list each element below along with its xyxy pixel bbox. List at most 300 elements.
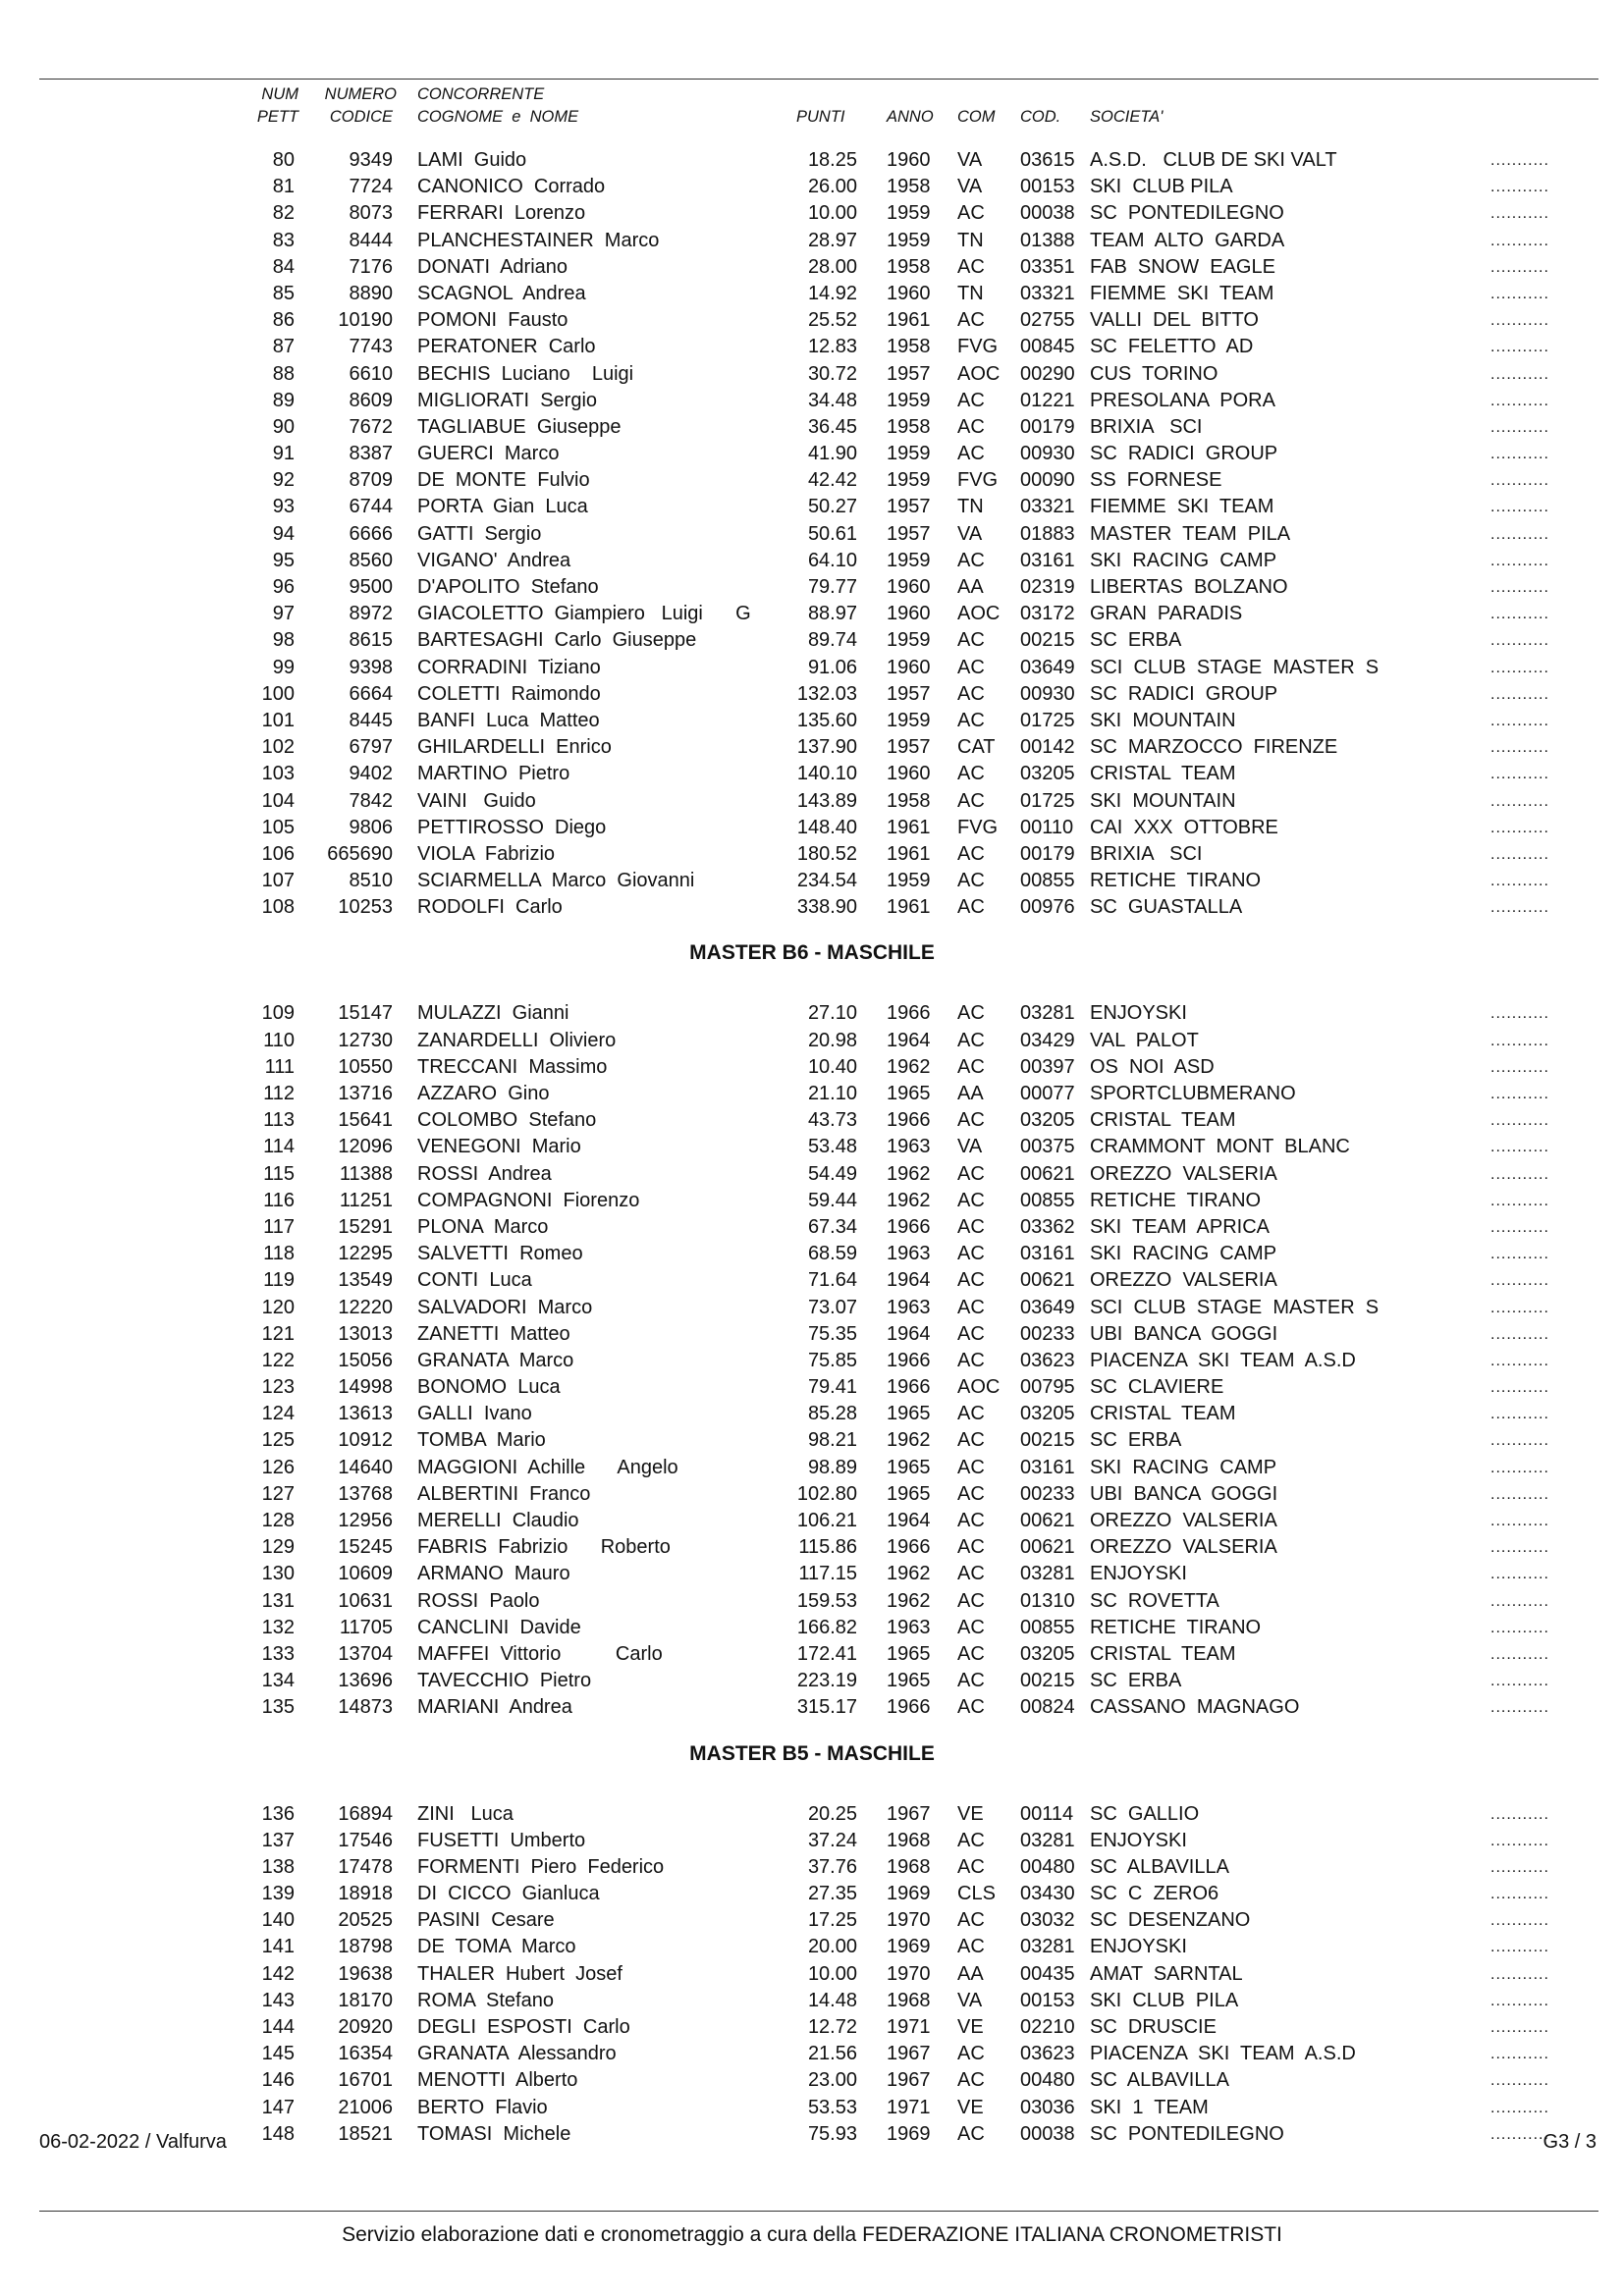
points: 115.86 — [798, 1536, 857, 1559]
club-code: 00110 — [1020, 816, 1074, 838]
club-code: 03429 — [1020, 1029, 1075, 1051]
club-code: 00142 — [1020, 736, 1075, 759]
committee: AC — [957, 1589, 985, 1612]
birth-year: 1957 — [887, 496, 931, 518]
table-row — [0, 307, 1624, 334]
dots-placeholder: ........... — [1490, 632, 1549, 650]
section-heading — [0, 1722, 1624, 1801]
club-name: SCI CLUB STAGE MASTER S — [1090, 1296, 1380, 1318]
club-code: 01883 — [1020, 522, 1075, 545]
committee: AC — [957, 1002, 985, 1025]
athlete-name: TRECCANI Massimo — [417, 1055, 608, 1078]
header-com: COM — [957, 108, 996, 126]
athlete-name: AZZARO Gino — [417, 1083, 550, 1104]
bib-number: 125 — [261, 1429, 295, 1452]
athlete-code: 13613 — [338, 1403, 393, 1425]
bib-number: 145 — [261, 2043, 295, 2065]
birth-year: 1965 — [887, 1482, 931, 1505]
points: 21.10 — [807, 1083, 857, 1104]
table-row — [0, 1134, 1624, 1160]
table-row — [0, 2067, 1624, 2094]
dots-placeholder: ........... — [1490, 766, 1549, 783]
table-row — [0, 788, 1624, 815]
committee: FVG — [957, 816, 999, 838]
club-code: 00153 — [1020, 176, 1075, 198]
birth-year: 1970 — [887, 1909, 931, 1932]
committee: AC — [957, 2043, 985, 2065]
birth-year: 1966 — [887, 1002, 931, 1025]
athlete-name: GHILARDELLI Enrico — [417, 736, 612, 759]
dots-placeholder: ........... — [1490, 712, 1549, 729]
athlete-code: 13549 — [338, 1269, 393, 1292]
committee: AC — [957, 1909, 985, 1932]
committee: AC — [957, 656, 985, 678]
dots-placeholder: ........... — [1490, 2072, 1549, 2090]
committee: AC — [957, 1162, 985, 1185]
points: 10.00 — [807, 202, 857, 225]
athlete-name: PERATONER Carlo — [417, 336, 596, 358]
points: 43.73 — [807, 1109, 857, 1132]
committee: AC — [957, 1536, 985, 1559]
dots-placeholder: ........... — [1490, 659, 1549, 676]
committee: AC — [957, 1215, 985, 1238]
athlete-code: 9398 — [349, 656, 393, 678]
bib-number: 93 — [272, 496, 295, 518]
athlete-name: CORRADINI Tiziano — [417, 656, 601, 678]
club-code: 00824 — [1020, 1696, 1075, 1719]
club-code: 00976 — [1020, 896, 1075, 919]
club-code: 03649 — [1020, 656, 1075, 678]
club-name: SC PONTEDILEGNO — [1090, 2122, 1284, 2145]
dots-placeholder: ........... — [1490, 1992, 1549, 2009]
athlete-code: 9349 — [349, 149, 393, 171]
points: 34.48 — [807, 389, 857, 411]
athlete-name: LAMI Guido — [417, 149, 527, 171]
club-name: SKI MOUNTAIN — [1090, 789, 1236, 812]
athlete-code: 11388 — [339, 1162, 393, 1185]
table-row — [0, 147, 1624, 174]
athlete-name: FABRIS Fabrizio Roberto — [417, 1536, 671, 1559]
bib-number: 80 — [272, 149, 295, 171]
club-name: CASSANO MAGNAGO — [1090, 1696, 1300, 1719]
footer-service-credit: Servizio elaborazione dati e cronometraggio a cura della FEDERAZIONE ITALIANA CRONOMETRISTI — [342, 2223, 1282, 2246]
club-name: UBI BANCA GOGGI — [1090, 1322, 1278, 1345]
club-code: 00621 — [1020, 1536, 1075, 1559]
club-code: 00215 — [1020, 1429, 1075, 1452]
athlete-name: COMPAGNONI Fiorenzo — [417, 1189, 640, 1211]
birth-year: 1961 — [887, 896, 931, 919]
bib-number: 136 — [261, 1802, 295, 1825]
points: 20.98 — [807, 1029, 857, 1051]
points: 25.52 — [807, 309, 857, 332]
club-name: SKI MOUNTAIN — [1090, 709, 1236, 731]
athlete-code: 7842 — [349, 789, 393, 812]
points: 12.72 — [807, 2016, 857, 2038]
dots-placeholder: ........... — [1490, 312, 1549, 330]
points: 67.34 — [807, 1215, 857, 1238]
club-name: SC ERBA — [1090, 1670, 1182, 1692]
club-name: SC FELETTO AD — [1090, 336, 1254, 358]
birth-year: 1959 — [887, 229, 931, 251]
birth-year: 1960 — [887, 656, 931, 678]
points: 75.35 — [807, 1322, 857, 1345]
header-num-line2: PETT — [256, 108, 298, 126]
birth-year: 1959 — [887, 443, 931, 465]
points: 20.00 — [807, 1936, 857, 1958]
points: 140.10 — [796, 763, 857, 785]
club-code: 00621 — [1020, 1162, 1075, 1185]
birth-year: 1962 — [887, 1429, 931, 1452]
athlete-name: TOMASI Michele — [417, 2122, 571, 2145]
bib-number: 102 — [261, 736, 295, 759]
table-row — [0, 1455, 1624, 1481]
athlete-code: 15056 — [338, 1349, 393, 1371]
club-code: 01388 — [1020, 229, 1075, 251]
committee: AC — [957, 1189, 985, 1211]
dots-placeholder: ........... — [1490, 446, 1549, 463]
athlete-code: 7724 — [349, 176, 393, 198]
dots-placeholder: ........... — [1490, 819, 1549, 836]
club-code: 03032 — [1020, 1909, 1075, 1932]
bib-number: 112 — [263, 1083, 295, 1104]
bib-number: 111 — [264, 1055, 295, 1078]
dots-placeholder: ........... — [1490, 1058, 1549, 1076]
club-name: OREZZO VALSERIA — [1090, 1536, 1277, 1559]
committee: AC — [957, 549, 985, 571]
dots-placeholder: ........... — [1490, 152, 1549, 169]
table-row — [0, 1054, 1624, 1081]
club-code: 00233 — [1020, 1482, 1075, 1505]
committee: AC — [957, 389, 985, 411]
results-table — [0, 147, 1624, 2148]
section-title: MASTER B6 - MASCHILE — [689, 941, 935, 965]
points: 59.44 — [807, 1189, 857, 1211]
committee: VA — [957, 1989, 983, 2011]
bib-number: 105 — [261, 816, 295, 838]
club-code: 02210 — [1020, 2016, 1075, 2038]
bib-number: 122 — [261, 1349, 295, 1371]
bib-number: 130 — [261, 1563, 295, 1585]
club-name: CRISTAL TEAM — [1090, 1109, 1236, 1132]
bib-number: 132 — [261, 1616, 295, 1638]
club-name: CUS TORINO — [1090, 362, 1218, 385]
committee: CAT — [957, 736, 996, 759]
committee: AC — [957, 1403, 985, 1425]
athlete-name: VIGANO' Andrea — [417, 549, 571, 571]
table-row — [0, 815, 1624, 841]
birth-year: 1966 — [887, 1696, 931, 1719]
birth-year: 1958 — [887, 176, 931, 198]
bib-number: 123 — [261, 1376, 295, 1399]
dots-placeholder: ........... — [1490, 1619, 1549, 1636]
club-name: SC PONTEDILEGNO — [1090, 202, 1284, 225]
athlete-name: VAINI Guido — [417, 789, 536, 812]
committee: AC — [957, 870, 985, 892]
athlete-name: TOMBA Mario — [417, 1429, 546, 1452]
club-name: AMAT SARNTAL — [1090, 1962, 1243, 1985]
table-row — [0, 521, 1624, 548]
dots-placeholder: ........... — [1490, 1539, 1549, 1557]
table-row — [0, 655, 1624, 681]
points: 148.40 — [796, 816, 857, 838]
club-code: 00090 — [1020, 469, 1075, 492]
club-code: 01221 — [1020, 389, 1075, 411]
bib-number: 134 — [261, 1670, 295, 1692]
table-row — [0, 1241, 1624, 1267]
club-name: OREZZO VALSERIA — [1090, 1510, 1277, 1531]
athlete-code: 9806 — [349, 816, 393, 838]
points: 338.90 — [796, 896, 857, 919]
table-row — [0, 1961, 1624, 1988]
points: 36.45 — [807, 415, 857, 438]
table-row — [0, 1161, 1624, 1188]
dots-placeholder: ........... — [1490, 1192, 1549, 1209]
athlete-name: GIACOLETTO Giampiero Luigi G — [417, 603, 751, 625]
club-name: BRIXIA SCI — [1090, 842, 1203, 865]
club-name: FIEMME SKI TEAM — [1090, 496, 1274, 518]
header-codice-line2: CODICE — [329, 108, 393, 126]
points: 166.82 — [796, 1616, 857, 1638]
dots-placeholder: ........... — [1490, 339, 1549, 356]
club-code: 00855 — [1020, 1189, 1075, 1211]
club-name: BRIXIA SCI — [1090, 415, 1203, 438]
dots-placeholder: ........... — [1490, 739, 1549, 757]
athlete-code: 7743 — [349, 336, 393, 358]
committee: AC — [957, 2122, 985, 2145]
athlete-code: 13768 — [338, 1482, 393, 1505]
dots-placeholder: ........... — [1490, 2046, 1549, 2063]
birth-year: 1959 — [887, 549, 931, 571]
table-row — [0, 467, 1624, 494]
athlete-name: POMONI Fausto — [417, 309, 568, 332]
points: 68.59 — [807, 1243, 857, 1265]
table-row — [0, 681, 1624, 708]
athlete-code: 16701 — [338, 2069, 393, 2092]
bib-number: 101 — [261, 709, 295, 731]
points: 53.53 — [807, 2096, 857, 2118]
athlete-code: 8073 — [349, 202, 393, 225]
table-row — [0, 1988, 1624, 2014]
points: 20.25 — [807, 1802, 857, 1825]
points: 14.92 — [807, 282, 857, 304]
table-row — [0, 174, 1624, 200]
athlete-name: VENEGONI Mario — [417, 1136, 581, 1158]
birth-year: 1959 — [887, 709, 931, 731]
bib-number: 148 — [261, 2122, 295, 2145]
athlete-code: 10631 — [338, 1589, 393, 1612]
bib-number: 81 — [272, 176, 295, 198]
athlete-name: GATTI Sergio — [417, 522, 542, 545]
club-code: 03321 — [1020, 496, 1075, 518]
bottom-rule — [39, 2211, 1598, 2212]
club-name: ENJOYSKI — [1090, 1002, 1187, 1025]
club-name: SPORTCLUBMERANO — [1090, 1083, 1296, 1104]
athlete-name: SCIARMELLA Marco Giovanni — [417, 870, 695, 892]
club-code: 02755 — [1020, 309, 1075, 332]
header-punti: PUNTI — [796, 108, 845, 126]
bib-number: 142 — [261, 1962, 295, 1985]
bib-number: 94 — [272, 522, 295, 545]
points: 28.00 — [807, 255, 857, 278]
committee: AC — [957, 1670, 985, 1692]
dots-placeholder: ........... — [1490, 1485, 1549, 1503]
committee: AC — [957, 443, 985, 465]
points: 30.72 — [807, 362, 857, 385]
club-code: 00855 — [1020, 870, 1075, 892]
table-row — [0, 254, 1624, 281]
table-row — [0, 1881, 1624, 1907]
committee: AC — [957, 1296, 985, 1318]
club-code: 00930 — [1020, 443, 1075, 465]
club-code: 00480 — [1020, 1855, 1075, 1878]
bib-number: 106 — [261, 842, 295, 865]
points: 37.76 — [807, 1855, 857, 1878]
club-code: 00114 — [1020, 1802, 1074, 1825]
points: 28.97 — [807, 229, 857, 251]
bib-number: 137 — [261, 1829, 295, 1851]
athlete-name: FORMENTI Piero Federico — [417, 1855, 665, 1878]
points: 73.07 — [807, 1296, 857, 1318]
athlete-code: 6744 — [349, 496, 393, 518]
birth-year: 1962 — [887, 1563, 931, 1585]
birth-year: 1963 — [887, 1616, 931, 1638]
athlete-code: 12956 — [338, 1510, 393, 1531]
athlete-code: 13716 — [338, 1083, 393, 1104]
dots-placeholder: ........... — [1490, 1272, 1549, 1290]
athlete-code: 16894 — [338, 1802, 393, 1825]
athlete-name: BANFI Luca Matteo — [417, 709, 600, 731]
table-row — [0, 361, 1624, 388]
points: 102.80 — [796, 1482, 857, 1505]
dots-placeholder: ........... — [1490, 258, 1549, 276]
committee: AC — [957, 1109, 985, 1132]
bib-number: 99 — [272, 656, 295, 678]
athlete-code: 11251 — [339, 1189, 393, 1211]
points: 21.56 — [807, 2043, 857, 2065]
athlete-code: 18170 — [338, 1989, 393, 2011]
bib-number: 86 — [272, 309, 295, 332]
bib-number: 114 — [263, 1136, 295, 1158]
bib-number: 116 — [263, 1189, 295, 1211]
table-row — [0, 1588, 1624, 1615]
table-row — [0, 894, 1624, 921]
athlete-code: 16354 — [338, 2043, 393, 2065]
committee: AOC — [957, 362, 1001, 385]
club-code: 00290 — [1020, 362, 1075, 385]
dots-placeholder: ........... — [1490, 472, 1549, 490]
club-name: SKI RACING CAMP — [1090, 1456, 1277, 1478]
athlete-code: 10550 — [338, 1055, 393, 1078]
club-code: 00480 — [1020, 2069, 1075, 2092]
dots-placeholder: ........... — [1490, 392, 1549, 409]
birth-year: 1967 — [887, 2069, 931, 2092]
points: 54.49 — [807, 1162, 857, 1185]
dots-placeholder: ........... — [1490, 499, 1549, 516]
club-name: SC CLAVIERE — [1090, 1376, 1224, 1399]
table-row — [0, 1561, 1624, 1587]
athlete-name: ZANARDELLI Oliviero — [417, 1029, 617, 1051]
points: 85.28 — [807, 1403, 857, 1425]
athlete-code: 12295 — [338, 1243, 393, 1265]
points: 50.61 — [807, 522, 857, 545]
dots-placeholder: ........... — [1490, 1912, 1549, 1930]
club-code: 03036 — [1020, 2096, 1075, 2118]
athlete-name: PETTIROSSO Diego — [417, 816, 607, 838]
bib-number: 109 — [261, 1002, 295, 1025]
points: 135.60 — [796, 709, 857, 731]
birth-year: 1961 — [887, 309, 931, 332]
bib-number: 110 — [263, 1029, 295, 1051]
club-name: SC ERBA — [1090, 629, 1182, 652]
bib-number: 100 — [261, 682, 295, 705]
club-name: ENJOYSKI — [1090, 1829, 1187, 1851]
points: 315.17 — [796, 1696, 857, 1719]
club-name: SC GALLIO — [1090, 1802, 1200, 1825]
athlete-name: BECHIS Luciano Luigi — [417, 362, 634, 385]
athlete-code: 7176 — [349, 255, 393, 278]
athlete-name: DE MONTE Fulvio — [417, 469, 590, 492]
club-name: MASTER TEAM PILA — [1090, 522, 1291, 545]
club-name: SC RADICI GROUP — [1090, 443, 1278, 465]
table-row — [0, 1534, 1624, 1561]
athlete-code: 6797 — [349, 736, 393, 759]
points: 79.41 — [807, 1376, 857, 1399]
points: 223.19 — [796, 1670, 857, 1692]
bib-number: 127 — [261, 1482, 295, 1505]
club-code: 03430 — [1020, 1883, 1075, 1905]
athlete-code: 13013 — [338, 1322, 393, 1345]
athlete-name: MARTINO Pietro — [417, 763, 570, 785]
table-row — [0, 574, 1624, 601]
birth-year: 1966 — [887, 1349, 931, 1371]
table-row — [0, 761, 1624, 787]
table-row — [0, 334, 1624, 360]
club-code: 03281 — [1020, 1563, 1075, 1585]
points: 137.90 — [796, 736, 857, 759]
bib-number: 139 — [261, 1883, 295, 1905]
dots-placeholder: ........... — [1490, 1673, 1549, 1690]
birth-year: 1962 — [887, 1162, 931, 1185]
bib-number: 147 — [261, 2096, 295, 2118]
dots-placeholder: ........... — [1490, 1432, 1549, 1450]
bib-number: 98 — [272, 629, 295, 652]
club-name: CRISTAL TEAM — [1090, 1642, 1236, 1665]
bib-number: 143 — [261, 1989, 295, 2011]
points: 106.21 — [796, 1510, 857, 1531]
athlete-name: MARIANI Andrea — [417, 1696, 572, 1719]
committee: AC — [957, 255, 985, 278]
club-code: 00397 — [1020, 1055, 1075, 1078]
bib-number: 84 — [272, 255, 295, 278]
athlete-name: CANCLINI Davide — [417, 1616, 581, 1638]
dots-placeholder: ........... — [1490, 899, 1549, 917]
club-name: SKI CLUB PILA — [1090, 1989, 1239, 2011]
footer-page-number: G3 / 3 — [1543, 2131, 1597, 2153]
committee: AC — [957, 789, 985, 812]
points: 234.54 — [796, 870, 857, 892]
athlete-code: 8387 — [349, 443, 393, 465]
club-code: 03161 — [1020, 549, 1075, 571]
birth-year: 1970 — [887, 1962, 931, 1985]
dots-placeholder: ........... — [1490, 1139, 1549, 1156]
athlete-name: THALER Hubert Josef — [417, 1962, 623, 1985]
points: 91.06 — [807, 656, 857, 678]
birth-year: 1959 — [887, 389, 931, 411]
committee: AC — [957, 202, 985, 225]
points: 23.00 — [807, 2069, 857, 2092]
points: 42.42 — [807, 469, 857, 492]
club-name: SKI RACING CAMP — [1090, 1243, 1277, 1265]
